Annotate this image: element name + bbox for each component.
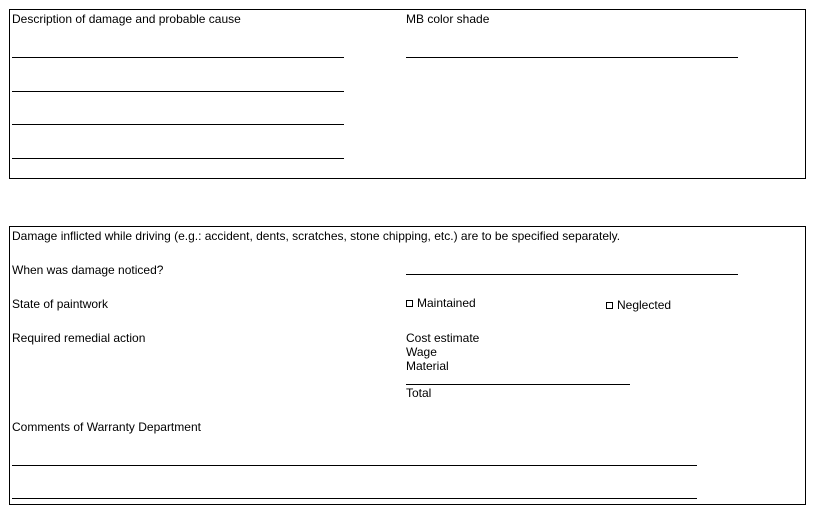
description-label: Description of damage and probable cause [12, 12, 241, 26]
when-noticed-label: When was damage noticed? [12, 263, 164, 277]
damage-description-section [9, 9, 806, 179]
comments-line-1[interactable] [12, 465, 697, 466]
total-label: Total [406, 386, 432, 400]
when-noticed-line[interactable] [406, 274, 738, 275]
neglected-label: Neglected [617, 298, 672, 312]
description-line-2[interactable] [12, 91, 344, 92]
comments-line-2[interactable] [12, 498, 697, 499]
maintained-label: Maintained [417, 296, 476, 310]
cost-total-line[interactable] [406, 384, 630, 385]
wage-label: Wage [406, 345, 437, 359]
neglected-option[interactable] [606, 298, 671, 312]
driving-damage-note: Damage inflicted while driving (e.g.: accident, dents, scratches, stone chipping, etc.) are to be specified separately. [12, 229, 621, 243]
maintained-checkbox[interactable] [406, 300, 413, 307]
paintwork-label: State of paintwork [12, 297, 109, 311]
mb-color-line[interactable] [406, 57, 738, 58]
mb-color-label: MB color shade [406, 12, 490, 26]
description-line-4[interactable] [12, 158, 344, 159]
description-line-3[interactable] [12, 124, 344, 125]
comments-label: Comments of Warranty Department [12, 420, 201, 434]
remedial-label: Required remedial action [12, 331, 146, 345]
neglected-checkbox[interactable] [606, 302, 613, 309]
cost-estimate-label: Cost estimate [406, 331, 480, 345]
material-label: Material [406, 359, 449, 373]
description-line-1[interactable] [12, 57, 344, 58]
maintained-option[interactable] [406, 296, 476, 310]
